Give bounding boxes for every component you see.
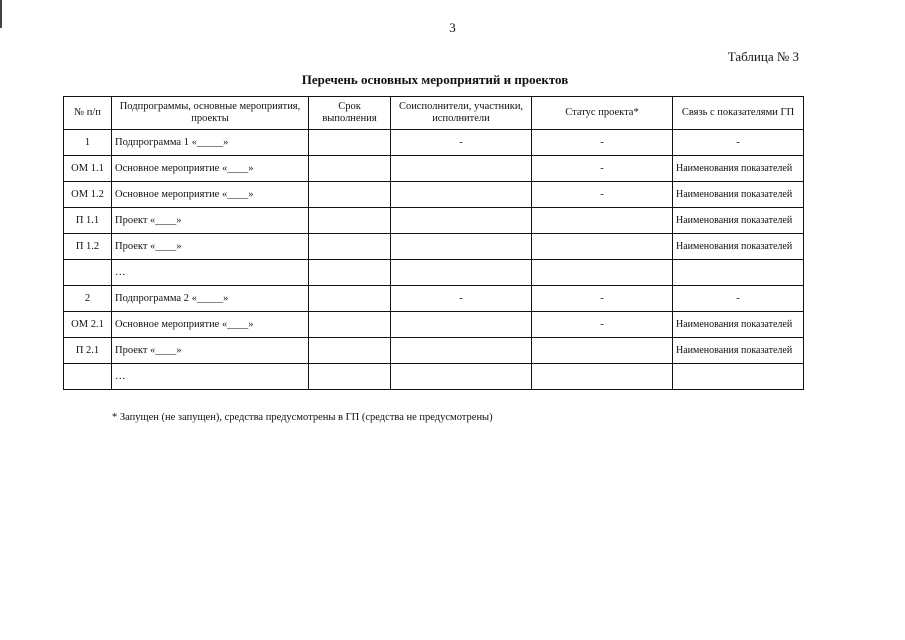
table-row	[64, 260, 804, 286]
row-participants	[391, 312, 532, 338]
row-indicators: Наименования показателей	[673, 234, 804, 260]
row-number: ОМ 2.1	[64, 312, 112, 338]
row-number: 2	[64, 286, 112, 312]
row-status	[532, 208, 673, 234]
row-status: -	[532, 130, 673, 156]
row-number	[64, 364, 112, 390]
row-status: -	[532, 156, 673, 182]
row-number	[64, 260, 112, 286]
row-term	[309, 286, 391, 312]
row-number: П 2.1	[64, 338, 112, 364]
row-term	[309, 234, 391, 260]
page-number: 3	[449, 20, 456, 35]
row-number: ОМ 1.2	[64, 182, 112, 208]
footnote: * Запущен (не запущен), средства предусмотрены в ГП (средства не предусмотрены)	[112, 412, 493, 423]
table-row	[64, 182, 804, 208]
row-participants	[391, 234, 532, 260]
row-activity: Основное мероприятие «____»	[112, 182, 309, 208]
row-participants	[391, 364, 532, 390]
row-indicators: Наименования показателей	[673, 338, 804, 364]
column-header-participants: Соисполнители, участники, исполнители	[391, 97, 532, 130]
row-term	[309, 182, 391, 208]
row-activity: Проект «____»	[112, 234, 309, 260]
row-participants: -	[391, 286, 532, 312]
projects-table	[63, 96, 804, 390]
row-term	[309, 208, 391, 234]
row-participants	[391, 156, 532, 182]
row-status: -	[532, 182, 673, 208]
row-term	[309, 130, 391, 156]
row-status: -	[532, 312, 673, 338]
row-participants	[391, 208, 532, 234]
row-status	[532, 234, 673, 260]
row-participants	[391, 182, 532, 208]
row-participants	[391, 260, 532, 286]
row-status	[532, 364, 673, 390]
row-activity: Подпрограмма 1 «_____»	[112, 130, 309, 156]
table-label: Таблица № 3	[727, 49, 799, 64]
row-term	[309, 312, 391, 338]
row-activity: Подпрограмма 2 «_____»	[112, 286, 309, 312]
table-row	[64, 234, 804, 260]
row-activity: …	[112, 364, 309, 390]
column-header-term: Срок выполнения	[309, 97, 391, 130]
row-number: ОМ 1.1	[64, 156, 112, 182]
row-activity: Проект «____»	[112, 338, 309, 364]
document-title: Перечень основных мероприятий и проектов	[301, 72, 569, 87]
row-term	[309, 364, 391, 390]
table-row	[64, 286, 804, 312]
table-row	[64, 312, 804, 338]
column-header-indicators: Связь с показателями ГП	[673, 97, 804, 130]
row-term	[309, 260, 391, 286]
row-participants: -	[391, 130, 532, 156]
row-indicators: Наименования показателей	[673, 182, 804, 208]
row-number: П 1.1	[64, 208, 112, 234]
table-row	[64, 364, 804, 390]
column-header-status: Статус проекта*	[532, 97, 673, 130]
row-activity: …	[112, 260, 309, 286]
row-term	[309, 156, 391, 182]
column-header-number: № п/п	[64, 97, 112, 130]
row-indicators: Наименования показателей	[673, 312, 804, 338]
row-activity: Основное мероприятие «____»	[112, 312, 309, 338]
row-indicators: Наименования показателей	[673, 208, 804, 234]
row-indicators: -	[673, 286, 804, 312]
row-indicators: Наименования показателей	[673, 156, 804, 182]
table-row	[64, 338, 804, 364]
row-number: 1	[64, 130, 112, 156]
column-header-activity: Подпрограммы, основные мероприятия, проекты	[112, 97, 309, 130]
row-participants	[391, 338, 532, 364]
row-activity: Основное мероприятие «____»	[112, 156, 309, 182]
row-indicators	[673, 364, 804, 390]
row-status	[532, 260, 673, 286]
row-indicators	[673, 260, 804, 286]
row-number: П 1.2	[64, 234, 112, 260]
row-indicators: -	[673, 130, 804, 156]
row-status	[532, 338, 673, 364]
table-row	[64, 208, 804, 234]
row-activity: Проект «____»	[112, 208, 309, 234]
row-term	[309, 338, 391, 364]
table-row	[64, 130, 804, 156]
table-header-row	[64, 97, 804, 130]
table-row	[64, 156, 804, 182]
row-status: -	[532, 286, 673, 312]
